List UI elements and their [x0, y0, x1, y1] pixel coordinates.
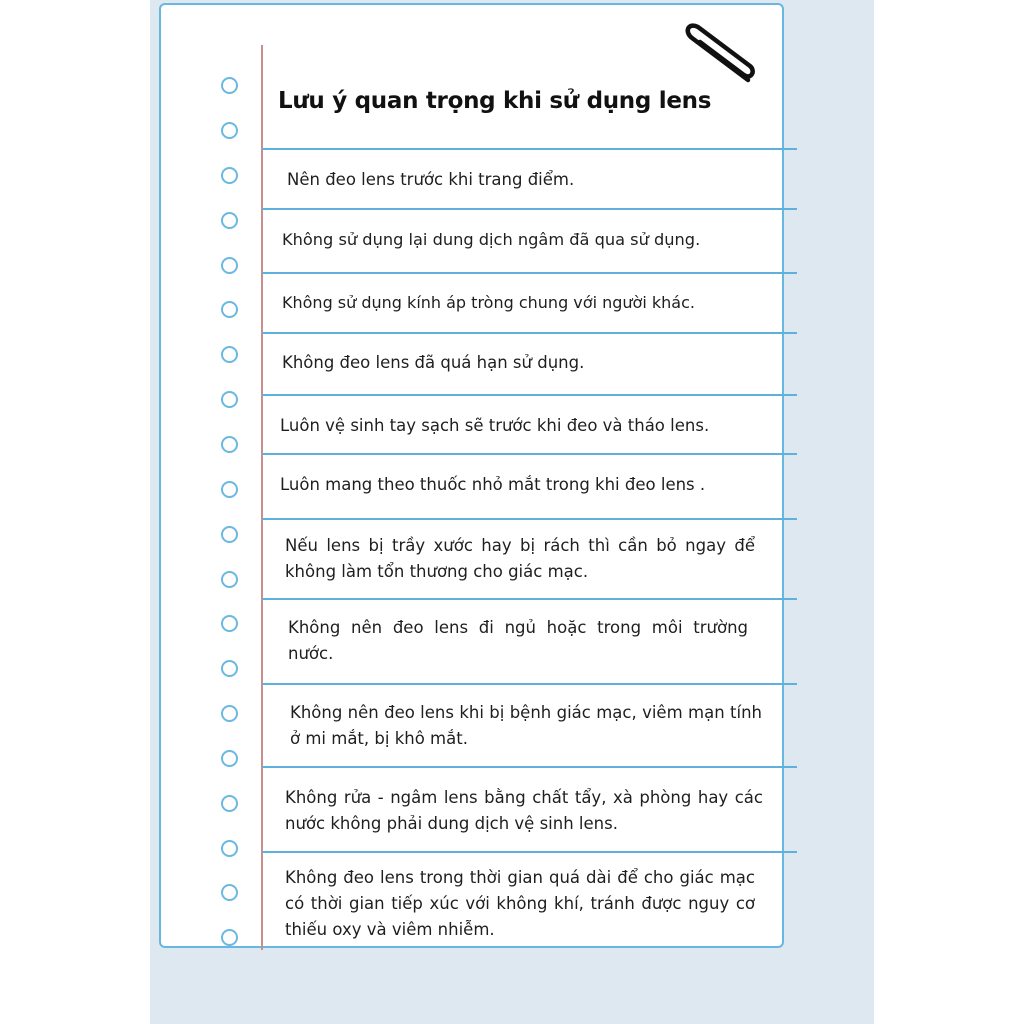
tip-item: Không đeo lens trong thời gian quá dài để cho giác mạc có thời gian tiếp xúc với không khí, tránh được nguy cơ thiếu oxy và viêm nhiễm. [285, 868, 755, 939]
tip-item: Luôn vệ sinh tay sạch sẽ trước khi đeo và tháo lens. [280, 416, 710, 435]
binder-hole-icon [221, 660, 238, 677]
ruled-line [262, 453, 797, 455]
binder-hole-icon [221, 526, 238, 543]
binder-hole-icon [221, 571, 238, 588]
tip-item: Luôn mang theo thuốc nhỏ mắt trong khi đeo lens . [280, 475, 706, 494]
ruled-line [262, 332, 797, 334]
binder-hole-icon [221, 167, 238, 184]
binder-hole-icon [221, 257, 238, 274]
tip-item: Không nên đeo lens khi bị bệnh giác mạc, viêm mạn tính ở mi mắt, bị khô mắt. [290, 703, 762, 748]
ruled-line [262, 148, 797, 150]
binder-hole-icon [221, 122, 238, 139]
tip-item: Không sử dụng lại dung dịch ngâm đã qua sử dụng. [282, 230, 701, 249]
binder-hole-icon [221, 436, 238, 453]
ruled-line [262, 683, 797, 685]
tip-item: Nếu lens bị trầy xước hay bị rách thì cần bỏ ngay để không làm tổn thương cho giác mạc. [285, 536, 755, 581]
ruled-line [262, 272, 797, 274]
ruled-line [262, 766, 797, 768]
tip-item: Không đeo lens đã quá hạn sử dụng. [282, 353, 585, 372]
binder-hole-icon [221, 77, 238, 94]
binder-hole-icon [221, 346, 238, 363]
binder-hole-icon [221, 615, 238, 632]
binder-hole-icon [221, 212, 238, 229]
paperclip-icon [678, 22, 758, 88]
ruled-line [262, 598, 797, 600]
margin-line [261, 45, 263, 950]
binder-hole-icon [221, 750, 238, 767]
ruled-line [262, 394, 797, 396]
binder-hole-icon [221, 481, 238, 498]
tip-item: Không sử dụng kính áp tròng chung với người khác. [282, 293, 695, 312]
tip-item: Không nên đeo lens đi ngủ hoặc trong môi trường nước. [288, 618, 748, 663]
binder-hole-icon [221, 884, 238, 901]
binder-hole-icon [221, 840, 238, 857]
binder-hole-icon [221, 795, 238, 812]
tip-item: Nên đeo lens trước khi trang điểm. [287, 170, 575, 189]
binder-hole-icon [221, 301, 238, 318]
binder-hole-icon [221, 391, 238, 408]
ruled-line [262, 208, 797, 210]
page-title: Lưu ý quan trọng khi sử dụng lens [278, 88, 712, 114]
ruled-line [262, 518, 797, 520]
tip-item: Không rửa - ngâm lens bằng chất tẩy, xà phòng hay các nước không phải dung dịch vệ sinh lens. [285, 788, 763, 833]
binder-hole-icon [221, 929, 238, 946]
ruled-line [262, 851, 797, 853]
binder-hole-icon [221, 705, 238, 722]
